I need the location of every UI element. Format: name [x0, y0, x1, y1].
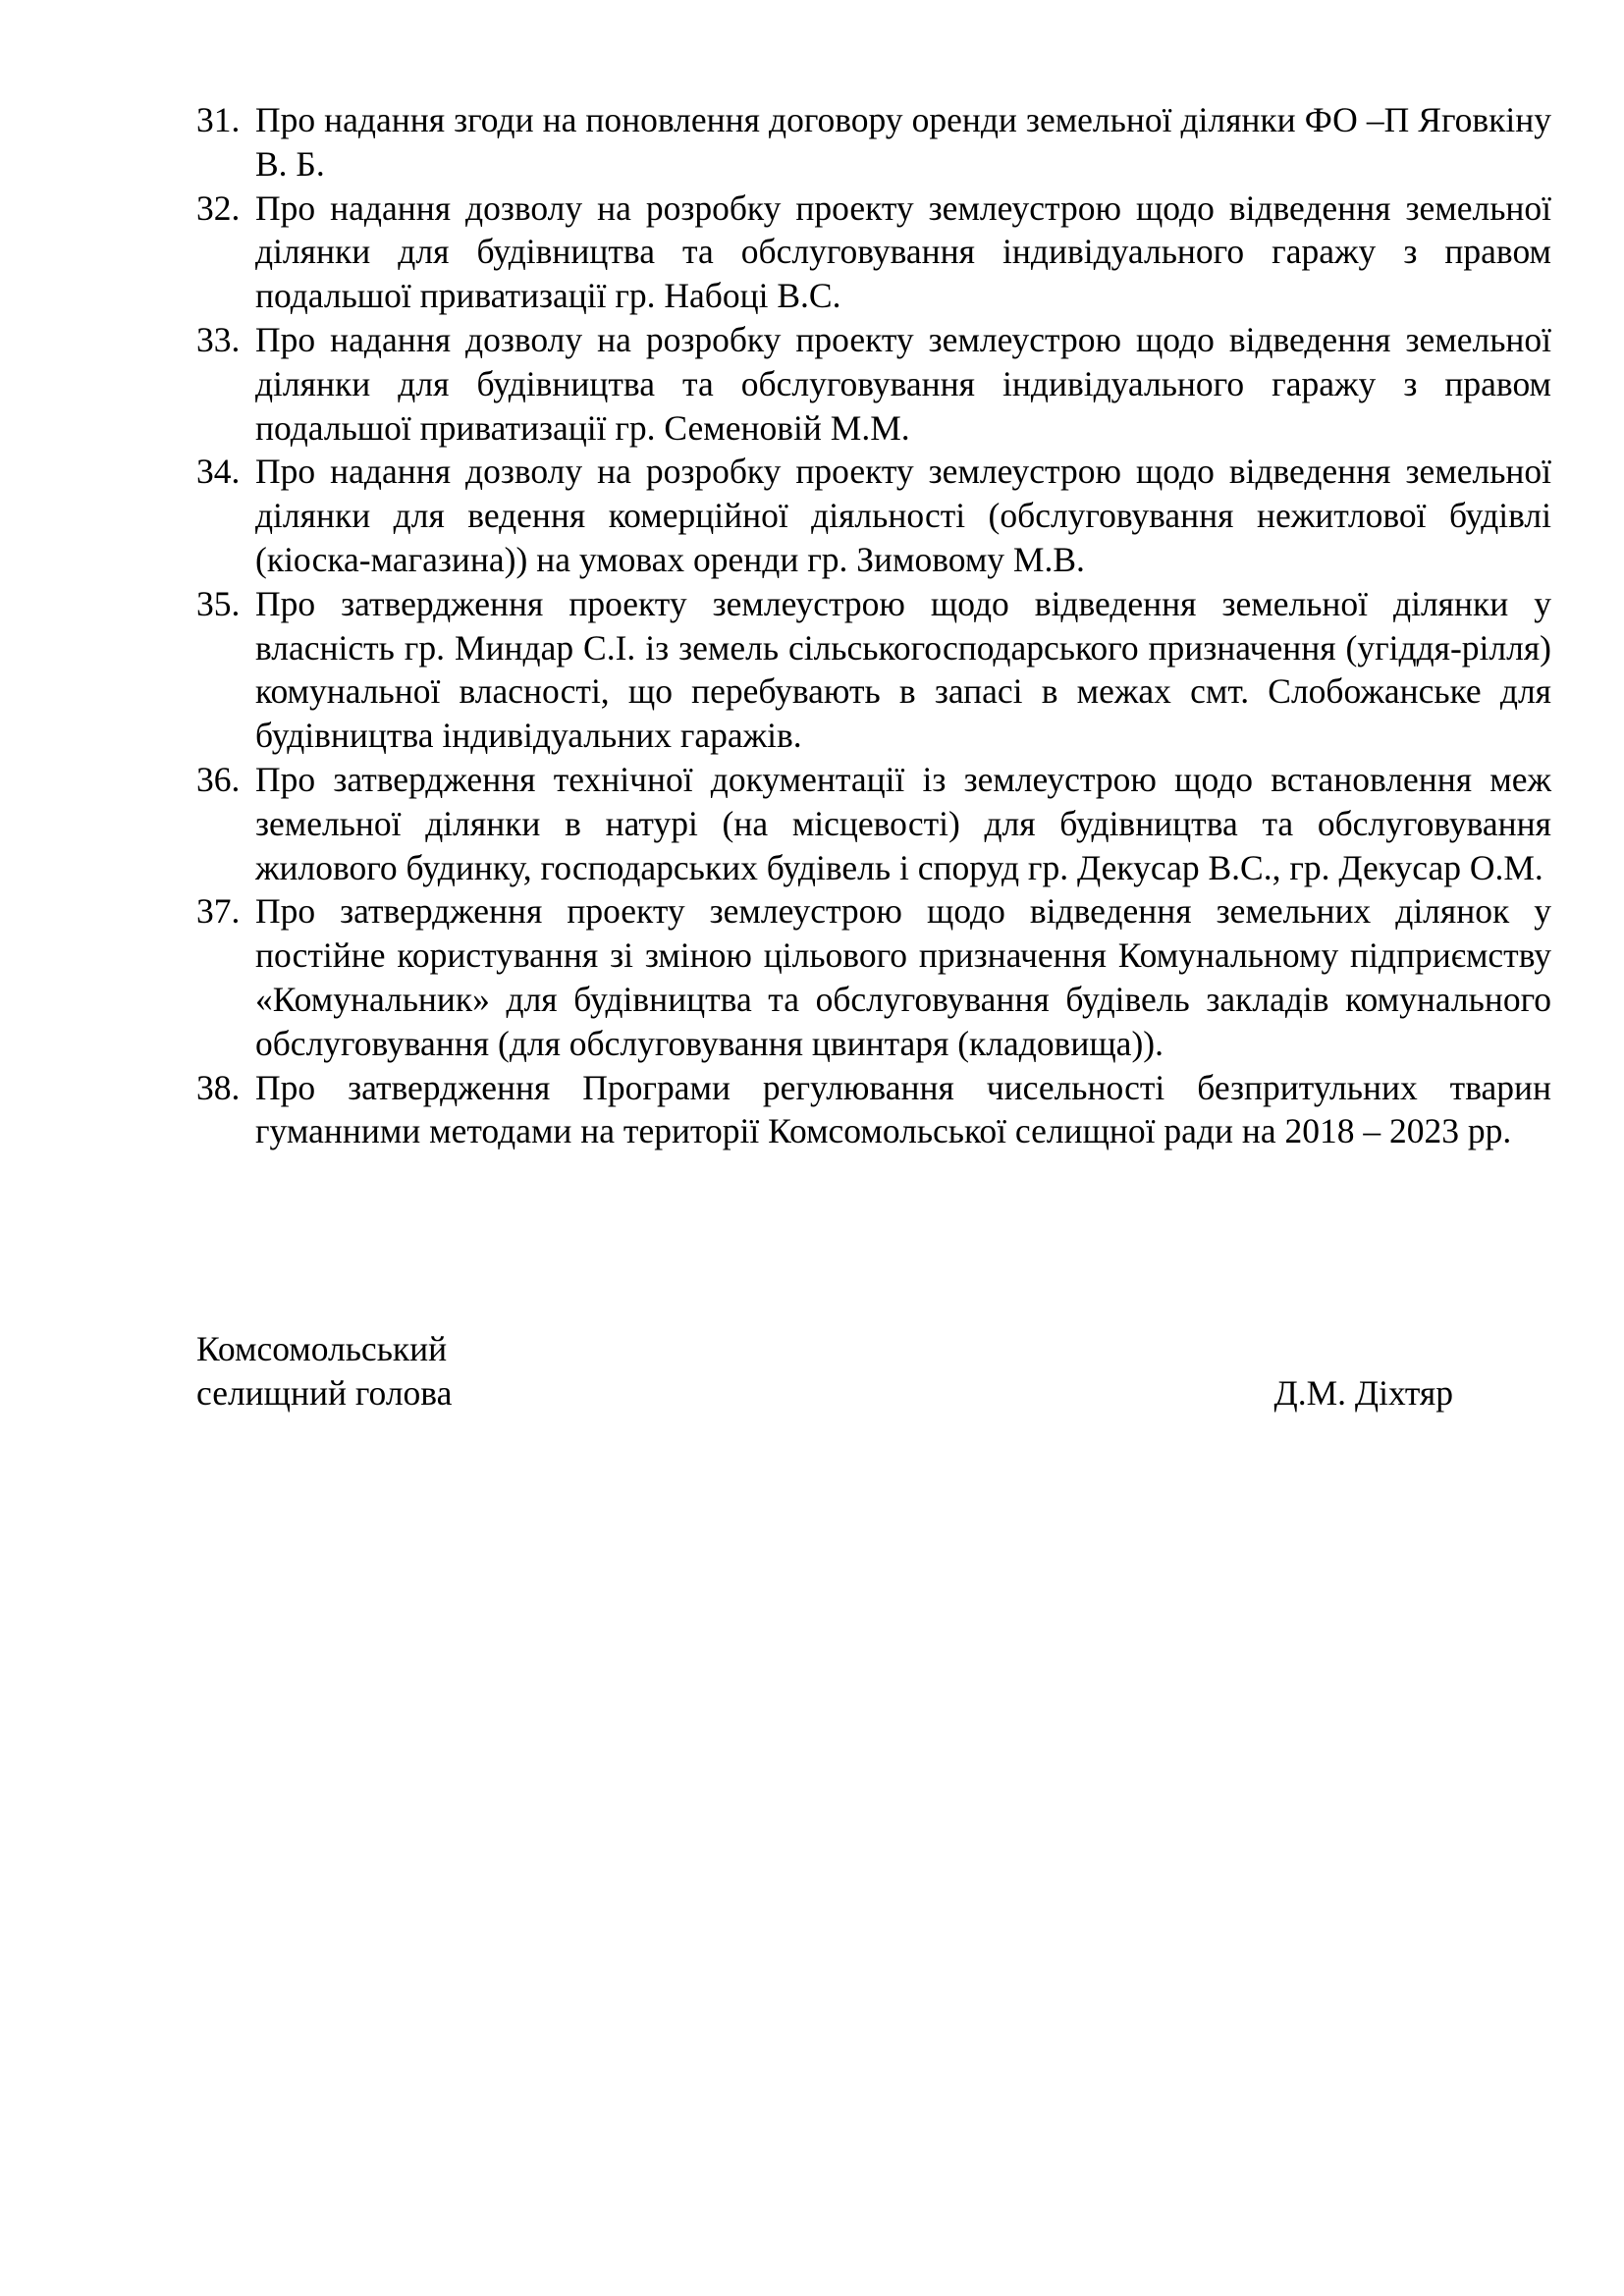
signature-title-line1: Комсомольський [196, 1329, 448, 1368]
item-number: 31. [196, 100, 241, 139]
signature-title-line2: селищний голова [196, 1373, 453, 1413]
agenda-item-38 [196, 1066, 1551, 1154]
item-text: Про затвердження проекту землеустрою щодо відведення земельної ділянки у власність гр. Миндар С.І. із земель сільськогосподарського призначення (угіддя-рілля) комунальної власності, що перебувають в запасі в межах смт. Слобожанське для будівництва індивідуальних гаражів. [255, 583, 1551, 756]
agenda-item-31 [196, 98, 1551, 187]
item-text: Про затвердження проекту землеустрою щодо відведення земельних ділянок у постійне користування зі зміною цільового призначення Комунальному підприємству «Комунальник» для будівництва та обслуговування будівель закладів комунального обслуговування (для обслуговування цвинтаря (кладовища)). [255, 891, 1551, 1063]
agenda-item-32 [196, 187, 1551, 318]
item-number: 34. [196, 452, 241, 492]
item-text: Про надання дозволу на розробку проекту землеустрою щодо відведення земельної ділянки для ведення комерційної діяльності (обслуговування нежитлової будівлі (кіоска-магазина)) на умовах оренди гр. Зимовому М.В. [255, 452, 1551, 579]
agenda-item-34 [196, 450, 1551, 581]
item-text: Про затвердження технічної документації із землеустрою щодо встановлення меж земельної ділянки в натурі (на місцевості) для будівництва та обслуговування жилового будинку, господарських будівель і споруд гр. Декусар В.С., гр. Декусар О.М. [255, 759, 1551, 887]
agenda-item-37 [196, 889, 1551, 1065]
item-number: 36. [196, 759, 241, 799]
item-text: Про надання дозволу на розробку проекту землеустрою щодо відведення земельної ділянки для будівництва та обслуговування індивідуального гаражу з правом подальшої приватизації гр. Набоці В.С. [255, 187, 1551, 316]
signature-block [196, 1327, 1453, 1415]
signatory-name: Д.М. Діхтяр [1273, 1373, 1453, 1413]
item-number: 35. [196, 583, 241, 623]
item-number: 33. [196, 319, 241, 359]
item-number: 37. [196, 891, 241, 932]
agenda-item-33 [196, 318, 1551, 450]
agenda-item-35 [196, 582, 1551, 758]
item-text: Про надання згоди на поновлення договору оренди земельної ділянки ФО –П Яговкіну В. Б. [255, 100, 1551, 184]
item-text: Про надання дозволу на розробку проекту землеустрою щодо відведення земельної ділянки для будівництва та обслуговування індивідуального гаражу з правом подальшої приватизації гр. Семеновій М.М. [255, 319, 1551, 448]
item-number: 32. [196, 187, 241, 228]
item-number: 38. [196, 1067, 241, 1107]
agenda-list [196, 98, 1551, 1153]
item-text: Про затвердження Програми регулювання чисельності безпритульних тварин гуманними методами на території Комсомольської селищної ради на 2018 – 2023 рр. [255, 1067, 1551, 1151]
agenda-item-36 [196, 758, 1551, 889]
